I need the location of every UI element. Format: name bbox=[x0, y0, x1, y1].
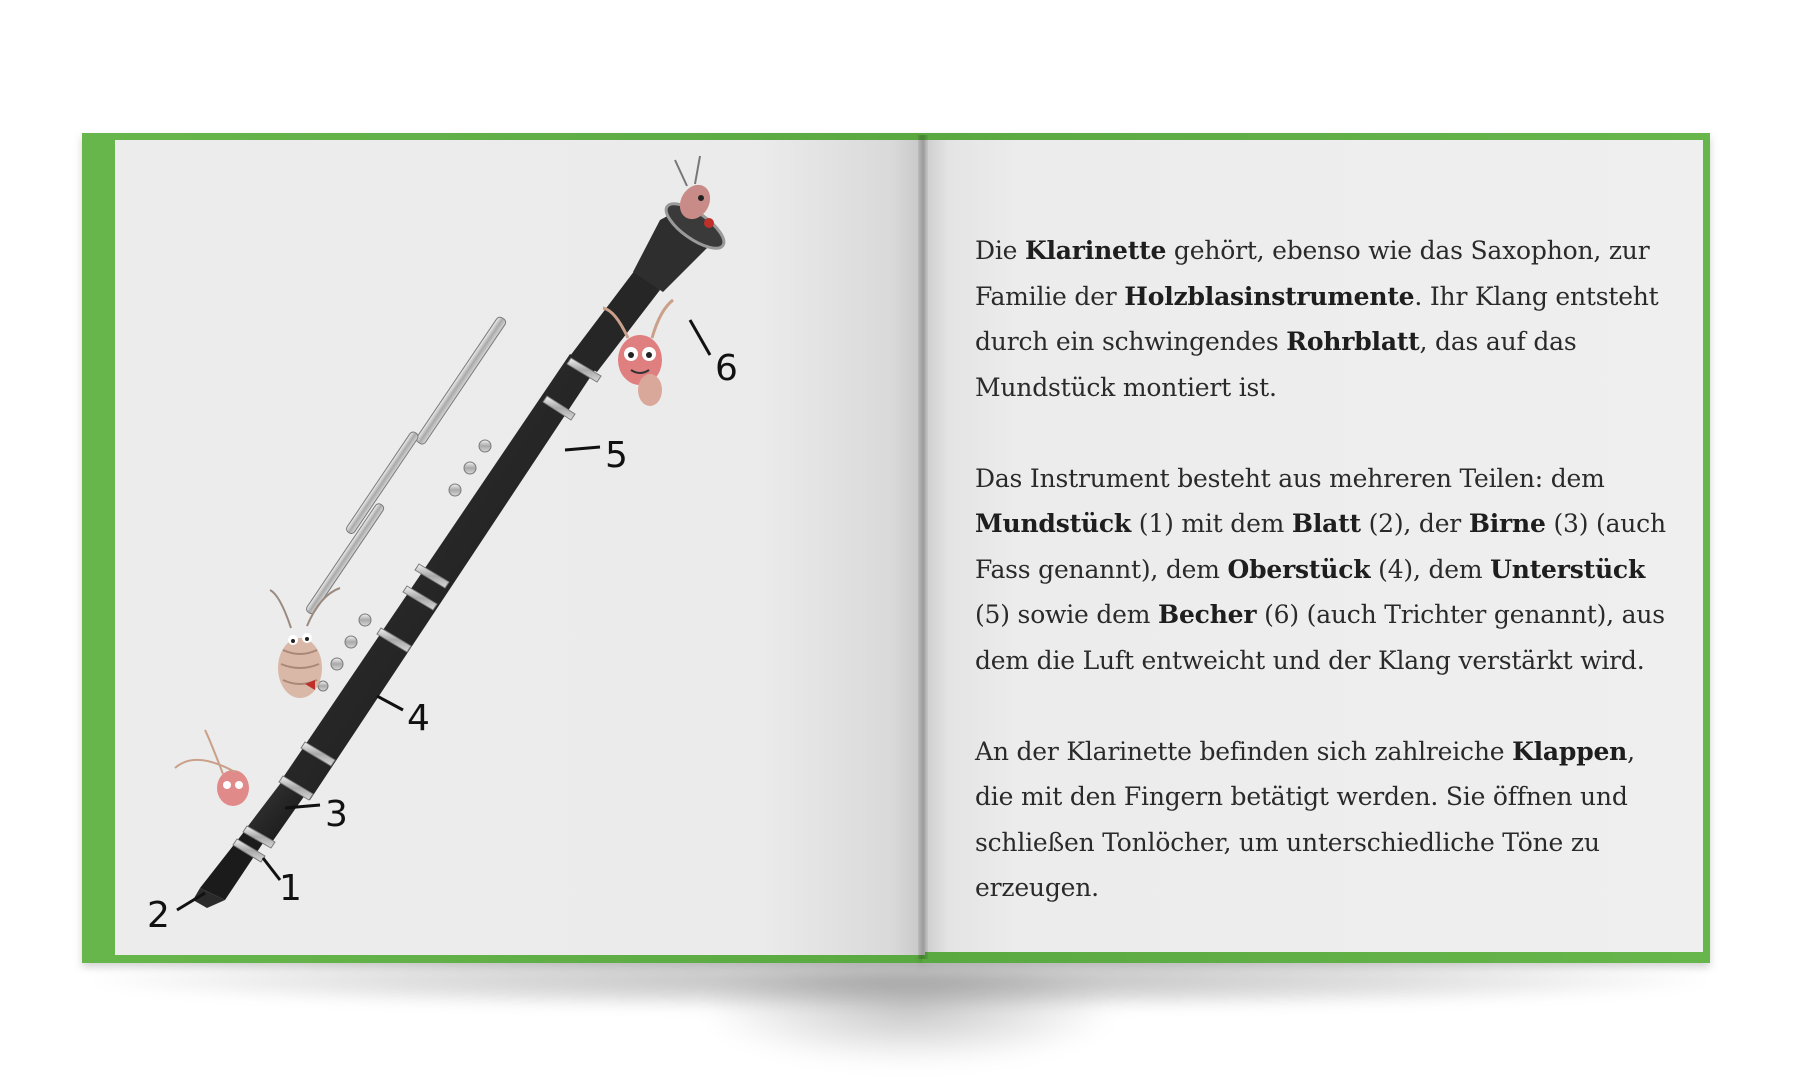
text-run: . Ihr Klang entsteht durch ein schwingendes bbox=[975, 281, 1659, 356]
text-run: Die bbox=[975, 236, 1025, 265]
term-holzblasinstrumente: Holzblasinstrumente bbox=[1124, 281, 1415, 311]
text-run: (4), dem bbox=[1370, 554, 1491, 584]
term-becher: Becher bbox=[1158, 600, 1257, 629]
book-shadow-center bbox=[700, 955, 1120, 1065]
paragraph-klarinette bbox=[975, 228, 1675, 410]
term-blatt: Blatt bbox=[1291, 509, 1361, 538]
label-1: 1 bbox=[279, 868, 302, 909]
bug-bottom bbox=[175, 730, 249, 806]
text-run: (6) (auch Trichter genannt), aus dem die Luft entweicht und der Klang verstärkt wird. bbox=[975, 600, 1665, 675]
term-klappen: Klappen bbox=[1512, 736, 1628, 766]
text-run: gehört, ebenso wie das Saxophon, zur Familie der bbox=[975, 236, 1650, 311]
term-birne: Birne bbox=[1468, 509, 1546, 538]
term-oberstueck: Oberstück bbox=[1227, 554, 1371, 584]
label-2: 2 bbox=[147, 895, 170, 936]
label-4: 4 bbox=[407, 698, 430, 739]
bug-lower bbox=[270, 588, 340, 698]
clarinet-illustration bbox=[115, 140, 925, 955]
text-run: (1) mit dem bbox=[1131, 509, 1292, 538]
paragraph-parts bbox=[975, 456, 1675, 684]
label-3: 3 bbox=[325, 794, 348, 835]
text-run: (2), der bbox=[1360, 509, 1469, 538]
text-run: (3) (auch Fass genannt), dem bbox=[975, 509, 1666, 584]
label-6: 6 bbox=[715, 348, 738, 389]
label-5: 5 bbox=[605, 435, 628, 476]
term-mundstueck: Mundstück bbox=[975, 509, 1132, 538]
text-run: (5) sowie dem bbox=[975, 600, 1159, 629]
term-klarinette: Klarinette bbox=[1024, 236, 1167, 265]
text-run: Das Instrument besteht aus mehreren Teilen: dem bbox=[975, 463, 1605, 493]
paragraph-klappen bbox=[975, 729, 1675, 911]
text-run: An der Klarinette befinden sich zahlreiche bbox=[975, 736, 1513, 766]
term-rohrblatt: Rohrblatt bbox=[1286, 327, 1420, 356]
term-unterstueck: Unterstück bbox=[1490, 554, 1646, 584]
text-run: , die mit den Fingern betätigt werden. Sie öffnen und schließen Tonlöcher, um unterschiedliche Töne zu erzeugen. bbox=[975, 736, 1635, 902]
page-text bbox=[975, 228, 1675, 956]
text-run: , das auf das Mundstück montiert ist. bbox=[975, 327, 1577, 402]
clarinet-body bbox=[193, 196, 730, 908]
